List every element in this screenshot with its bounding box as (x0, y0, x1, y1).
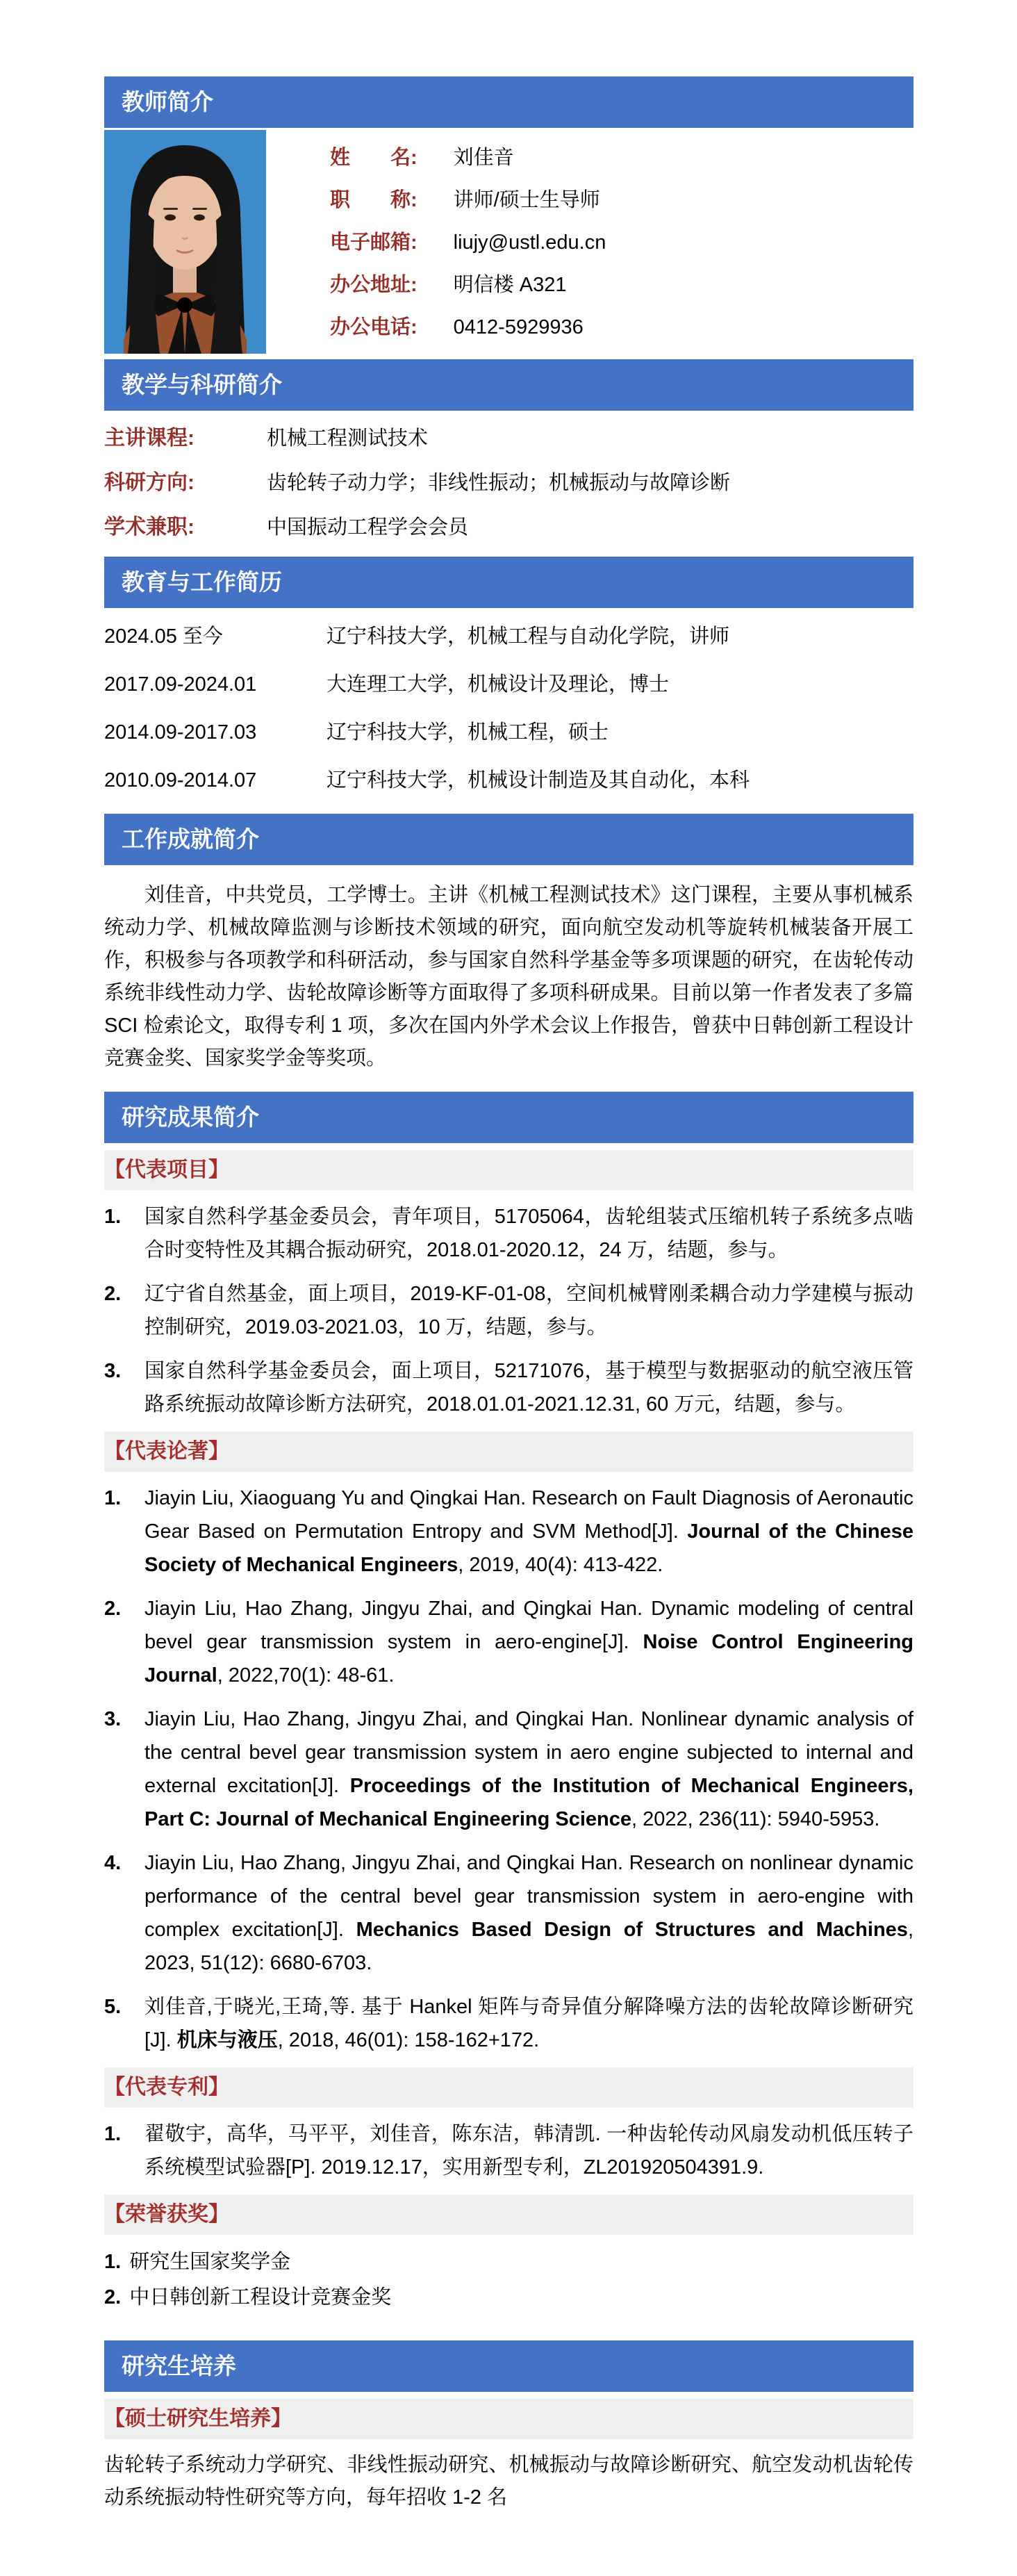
publication-authors-title: Jiayin Liu, Hao Zhang, Jingyu Zhai, and Qingkai Han. Nonlinear dynamic analysis of the central bevel gear transmission system in aero engine subjected to internal and external excitation[J]. (144, 1708, 913, 1797)
publication-journal: 机床与液压 (176, 2029, 278, 2051)
section-bar-intro (104, 76, 913, 128)
publication-text (144, 1846, 913, 1980)
publication-cite: , 2022,70(1): 48-61. (217, 1664, 395, 1687)
education-history (104, 622, 913, 795)
profile-field-title (330, 179, 913, 222)
publication-text (144, 1990, 913, 2057)
item-number: 3. (104, 1360, 122, 1382)
teaching-row-research-areas (104, 461, 913, 505)
patent-item (104, 2117, 913, 2184)
courses-value: 机械工程测试技术 (267, 427, 429, 450)
project-text: 辽宁省自然基金，面上项目，2019-KF-01-08，空间机械臂刚柔耦合动力学建模与振动控制研究，2019.03-2021.03，10 万，结题，参与。 (144, 1283, 913, 1338)
project-text: 国家自然科学基金委员会，面上项目，52171076，基于模型与数据驱动的航空液压管路系统振动故障诊断方法研究，2018.01.01-2021.12.31, 60 万元，结题，参与。 (144, 1360, 913, 1416)
history-period: 2017.09-2024.01 (104, 673, 257, 696)
honor-item (104, 2280, 913, 2315)
memberships-value: 中国振动工程学会会员 (267, 516, 469, 539)
section-bar-research (104, 1092, 913, 1143)
photo-right-brow (192, 208, 207, 210)
history-period: 2024.05 至今 (104, 625, 223, 648)
publication-text (144, 1592, 913, 1692)
teaching-row-courses (104, 416, 913, 461)
profile-photo (104, 130, 266, 354)
profile-field-email (330, 222, 913, 264)
teaching-row-memberships (104, 505, 913, 550)
publication-cite: , 2018, 46(01): 158-162+172. (277, 2029, 540, 2051)
history-row (104, 622, 913, 651)
honor-item (104, 2245, 913, 2280)
section-title-education: 教育与工作简历 (122, 569, 282, 595)
patents-heading: 【代表专利】 (104, 2067, 913, 2108)
projects-heading: 【代表项目】 (104, 1150, 913, 1190)
profile-info (266, 130, 913, 354)
courses-label: 主讲课程: (104, 427, 195, 450)
patents-list (104, 2117, 913, 2184)
section-bar-work (104, 814, 913, 865)
memberships-label: 学术兼职: (104, 516, 195, 539)
publication-item (104, 1990, 913, 2057)
title-value: 讲师/硕士生导师 (453, 189, 600, 211)
name-value: 刘佳音 (453, 147, 514, 169)
history-period: 2010.09-2014.07 (104, 769, 257, 791)
history-row (104, 766, 913, 795)
photo-left-eye (165, 215, 176, 221)
email-label: 电子邮箱: (330, 231, 417, 254)
patent-text: 翟敬宇，高华，马平平，刘佳音，陈东洁，韩清凯. 一种齿轮传动风扇发动机低压转子系统模型试验器[P]. 2019.12.17，实用新型专利，ZL201920504391.9. (144, 2123, 913, 2179)
publication-authors-title: Jiayin Liu, Hao Zhang, Jingyu Zhai, and Qingkai Han. Dynamic modeling of central bevel gear transmission system in aero-engine[J]. (144, 1598, 913, 1653)
publication-journal: Mechanics Based Design of Structures and Machines (356, 1919, 908, 1941)
item-number: 2. (104, 2286, 122, 2308)
publication-item (104, 1482, 913, 1582)
research-areas-value: 齿轮转子动力学；非线性振动；机械振动与故障诊断 (267, 472, 731, 494)
research-areas-label: 科研方向: (104, 471, 195, 494)
photo-face (148, 174, 222, 270)
project-text: 国家自然科学基金委员会，青年项目，51705064，齿轮组装式压缩机转子系统多点啮合时变特性及其耦合振动研究，2018.01-2020.12，24 万，结题，参与。 (144, 1206, 913, 1261)
projects-list (104, 1200, 913, 1421)
publication-item (104, 1592, 913, 1692)
item-number: 1. (104, 1487, 122, 1509)
item-number: 3. (104, 1708, 122, 1730)
publication-authors-title: Jiayin Liu, Hao Zhang, Jingyu Zhai, and Qingkai Han. Research on nonlinear dynamic performance of the central bevel gear transmission system in aero-engine with complex excitation[J]. (144, 1852, 913, 1941)
publication-item (104, 1703, 913, 1836)
office-value: 明信楼 A321 (453, 274, 567, 296)
section-bar-graduate (104, 2340, 913, 2392)
publication-authors-title: Jiayin Liu, Xiaoguang Yu and Qingkai Han. Research on Fault Diagnosis of Aeronautic Gear Based on Permutation Entropy and SVM Method[J]. (144, 1487, 913, 1543)
photo-bow-knot (177, 297, 192, 313)
photo-right-eye (194, 215, 205, 221)
project-item (104, 1277, 913, 1344)
history-detail: 辽宁科技大学，机械设计制造及其自动化，本科 (326, 769, 750, 791)
publication-cite: , 2022, 236(11): 5940-5953. (631, 1808, 880, 1830)
photo-left-brow (163, 208, 178, 210)
work-achievements-paragraph: 刘佳音，中共党员，工学博士。主讲《机械工程测试技术》这门课程，主要从事机械系统动力学、机械故障监测与诊断技术领域的研究，面向航空发动机等旋转机械装备开展工作，积极参与各项教学和科研活动，参与国家自然科学基金等多项课题的研究，在齿轮传动系统非线性动力学、齿轮故障诊断等方面取得了多项科研成果。目前以第一作者发表了多篇 SCI 检索论文，取得专利 1 项，多次在国内外学术会议上作报告，曾获中日韩创新工程设计竞赛金奖、国家奖学金等奖项。 (104, 884, 913, 1069)
item-number: 1. (104, 2251, 122, 2273)
profile-section (104, 130, 913, 354)
profile-field-name (330, 137, 913, 179)
publication-text (144, 1703, 913, 1836)
phone-label: 办公电话: (330, 316, 417, 338)
history-detail: 辽宁科技大学，机械工程与自动化学院，讲师 (326, 625, 730, 648)
honor-text: 中日韩创新工程设计竞赛金奖 (129, 2286, 392, 2308)
profile-field-office (330, 264, 913, 306)
item-number: 1. (104, 1206, 122, 1228)
honors-list (104, 2245, 913, 2315)
honors-heading: 【荣誉获奖】 (104, 2194, 913, 2235)
item-number: 1. (104, 2123, 122, 2145)
teaching-section (104, 416, 913, 550)
publication-item (104, 1846, 913, 1980)
profile-field-phone (330, 306, 913, 349)
project-item (104, 1200, 913, 1267)
section-title-teaching: 教学与科研简介 (122, 372, 282, 397)
history-period: 2014.09-2017.03 (104, 721, 257, 744)
section-bar-teaching (104, 359, 913, 411)
publication-cite: , 2023, 51(12): 6680-6703. (144, 1919, 913, 1974)
publication-journal: Noise Control Engineering Journal (144, 1631, 913, 1687)
publications-list (104, 1482, 913, 2057)
graduate-heading: 【硕士研究生培养】 (104, 2399, 913, 2439)
graduate-training-paragraph: 齿轮转子系统动力学研究、非线性振动研究、机械振动与故障诊断研究、航空发动机齿轮传动系统振动特性研究等方向，每年招收 1-2 名 (104, 2454, 913, 2509)
history-detail: 辽宁科技大学，机械工程，硕士 (326, 721, 609, 744)
email-value: liujy@ustl.edu.cn (453, 231, 606, 254)
publication-journal: Journal of the Chinese Society of Mechanical Engineers (144, 1520, 914, 1576)
title-label: 职 称: (330, 189, 417, 211)
item-number: 2. (104, 1283, 122, 1305)
name-label: 姓 名: (330, 147, 417, 169)
item-number: 5. (104, 1996, 122, 2018)
section-title-research: 研究成果简介 (122, 1104, 259, 1130)
publication-authors-title: 刘佳音,于晓光,王琦,等. 基于 Hankel 矩阵与奇异值分解降噪方法的齿轮故障诊断研究[J]. (144, 1996, 913, 2051)
section-title-intro: 教师简介 (122, 89, 213, 115)
section-bar-education (104, 557, 913, 608)
section-title-work: 工作成就简介 (122, 826, 259, 852)
section-title-graduate: 研究生培养 (122, 2353, 236, 2379)
history-detail: 大连理工大学，机械设计及理论，博士 (326, 673, 670, 696)
phone-value: 0412-5929936 (453, 316, 584, 338)
history-row (104, 670, 913, 699)
item-number: 4. (104, 1852, 122, 1874)
publications-heading: 【代表论著】 (104, 1431, 913, 1472)
publication-cite: , 2019, 40(4): 413-422. (458, 1554, 663, 1576)
history-row (104, 718, 913, 747)
honor-text: 研究生国家奖学金 (129, 2251, 291, 2273)
office-label: 办公地址: (330, 274, 417, 296)
publication-journal: Proceedings of the Institution of Mechanical Engineers, Part C: Journal of Mechanical Engineering Science (144, 1775, 913, 1830)
item-number: 2. (104, 1598, 122, 1620)
publication-text (144, 1482, 913, 1582)
project-item (104, 1354, 913, 1421)
